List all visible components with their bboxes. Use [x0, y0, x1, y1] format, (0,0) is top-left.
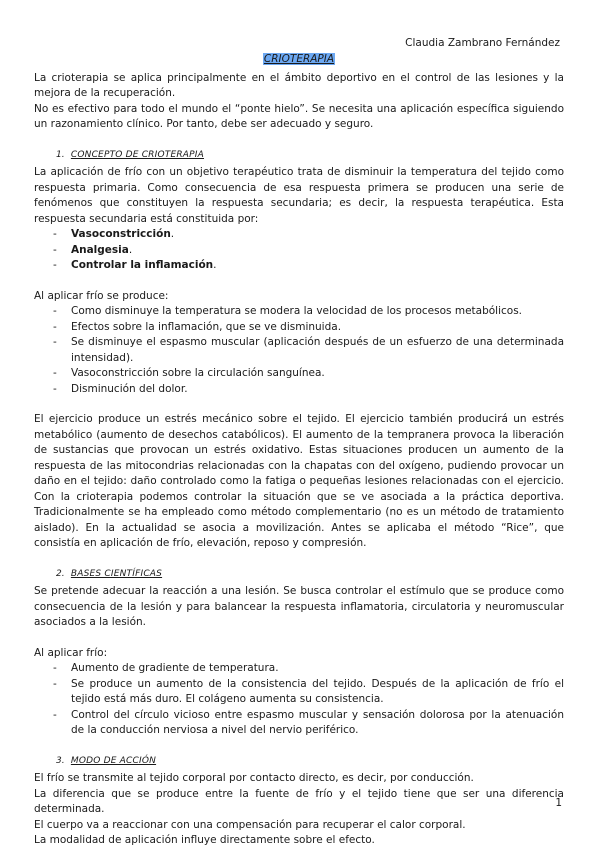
effects-list	[34, 304, 564, 397]
body-line: La diferencia que se produce entre la fuente de frío y el tejido tiene que ser una diferencia determinada.	[34, 787, 564, 815]
list-item: - Vasoconstricción.	[34, 227, 564, 243]
section-paragraph: Se pretende adecuar la reacción a una lesión. Se busca controlar el estímulo que se produce como consecuencia de la lesión y para balancear la respuesta inflamatoria, circulatoria y neuromuscular asociados a la lesión.	[34, 585, 564, 628]
response-list	[34, 227, 564, 274]
body-line: El frío se transmite al tejido corporal por contacto directo, es decir, por conducción.	[34, 772, 474, 784]
section-heading	[34, 754, 564, 770]
list-item: - Analgesia.	[34, 243, 564, 259]
section-number: 1.	[56, 149, 65, 160]
list-item: - Control del círculo vicioso entre espasmo muscular y sensación dolorosa por la atenuación de la conducción nerviosa a nivel del nervio periférico.	[34, 708, 564, 739]
list-item: - Efectos sobre la inflamación, que se ve disminuida.	[34, 320, 564, 336]
section-title: BASES CIENTÍFICAS	[70, 568, 163, 579]
section-paragraph: La aplicación de frío con un objetivo terapéutico trata de disminuir la temperatura del tejido como respuesta primaria. Como consecuencia de esa respuesta primera se producen una serie de fenómenos que constituyen la respuesta secundaria; es decir, la respuesta terapéutica. Esta respuesta secundaria está constituida por:	[34, 166, 564, 225]
intro-paragraph: No es efectivo para todo el mundo el “ponte hielo”. Se necesita una aplicación específica siguiendo un razonamiento clínico. Por tanto, debe ser adecuado y seguro.	[34, 102, 564, 130]
body-line: La modalidad de aplicación influye directamente sobre el efecto.	[34, 834, 375, 846]
body-line: El cuerpo va a reaccionar con una compensación para recuperar el calor corporal.	[34, 818, 466, 831]
list-intro: Al aplicar frío:	[34, 646, 108, 659]
list-item: - Vasoconstricción sobre la circulación sanguínea.	[34, 366, 564, 382]
list-item: - Se disminuye el espasmo muscular (aplicación después de un esfuerzo de una determinada intensidad).	[34, 335, 564, 366]
effects-list	[34, 661, 564, 739]
list-item-text: Vasoconstricción	[71, 228, 171, 240]
section-number: 2.	[56, 568, 65, 579]
list-item: - Se produce un aumento de la consistencia del tejido. Después de la aplicación de frío el tejido está más duro. El colágeno aumenta su consistencia.	[34, 677, 564, 708]
section-title: MODO DE ACCIÓN	[70, 755, 157, 766]
list-item: - Aumento de gradiente de temperatura.	[34, 661, 564, 677]
list-item: - Disminución del dolor.	[34, 382, 564, 398]
author-header: Claudia Zambrano Fernández	[405, 37, 560, 49]
document-title-block	[34, 52, 564, 68]
section-title: CONCEPTO DE CRIOTERAPIA	[70, 149, 205, 160]
list-intro: Al aplicar frío se produce:	[34, 289, 169, 302]
exercise-paragraph: El ejercicio produce un estrés mecánico sobre el tejido. El ejercicio también producirá un estrés metabólico (aumento de desechos catabólicos). El aumento de la tempranera provoca la liberación de sustancias que provocan un estrés oxidativo. Estas situaciones producen un aumento de la respuesta de las mitocondrias relacionadas con la chapatas con del oxígeno, pudiendo provocar un daño en el tejido: daño controlado como la fatiga o pequeñas lesiones relacionadas con el ejercicio. Con la crioterapia podemos controlar la situación que se ve asociada a la práctica deportiva. Tradicionalmente se ha empleado como método complementario (no es un método de tratamiento aislado). En la actualidad se asocia a movilización. Antes se aplicaba el método “Rice”, que consistía en aplicación de frío, elevación, reposo y compresión.	[34, 413, 564, 549]
list-item-text: Analgesia	[71, 243, 129, 256]
document-title: CRIOTERAPIA	[263, 53, 335, 65]
section-heading	[34, 567, 564, 583]
list-item-text: Controlar la inflamación	[71, 259, 214, 271]
document-body	[34, 52, 564, 849]
section-number: 3.	[56, 755, 65, 766]
list-item: - Como disminuye la temperatura se modera la velocidad de los procesos metabólicos.	[34, 304, 564, 320]
page-number: 1	[555, 797, 562, 809]
section-heading	[34, 148, 564, 164]
intro-paragraph: La crioterapia se aplica principalmente en el ámbito deportivo en el control de las lesiones y la mejora de la recuperación.	[34, 71, 564, 99]
list-item: - Controlar la inflamación.	[34, 258, 564, 274]
